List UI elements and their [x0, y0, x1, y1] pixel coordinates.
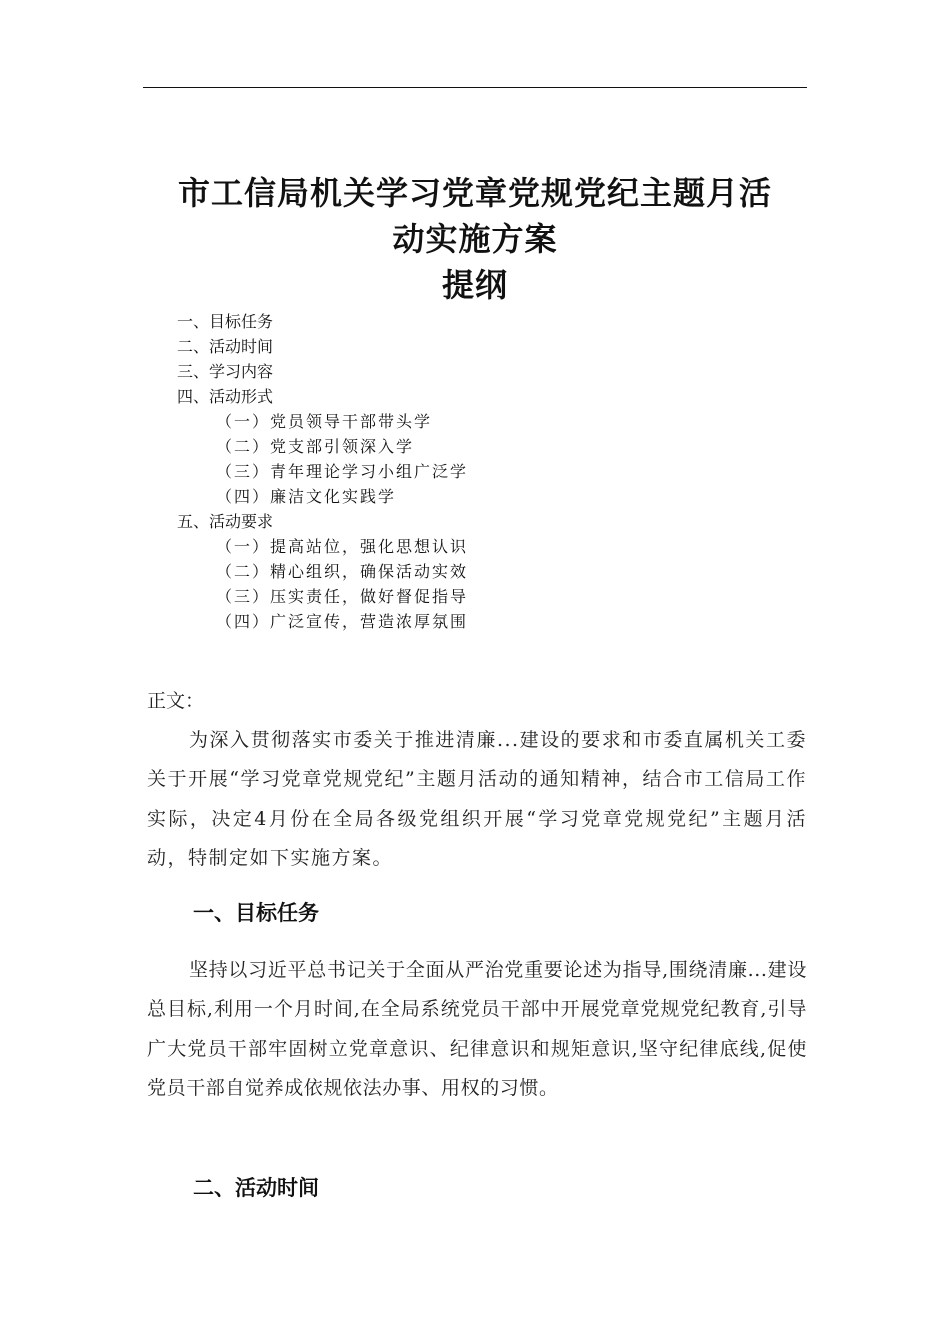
intro-paragraph: 为深入贯彻落实市委关于推进清廉...建设的要求和市委直属机关工委关于开展“学习党章党规党纪”主题月活动的通知精神，结合市工信局工作实际，决定4月份在全局各级党组织开展“学习党章党规党纪”主题月活动，特制定如下实施方案。 — [147, 729, 807, 869]
outline-subitem: （三）压实责任，做好督促指导 — [216, 587, 469, 606]
outline-subitem: （四）广泛宣传，营造浓厚氛围 — [216, 612, 469, 631]
doc-title-line-1: 市工信局机关学习党章党规党纪主题月活 — [177, 174, 772, 212]
section-1-paragraph: 坚持以习近平总书记关于全面从严治党重要论述为指导,围绕清廉...建设总目标,利用一个月时间,在全局系统党员干部中开展党章党规党纪教育,引导广大党员干部牢固树立党章意识、纪律意识和规矩意识,坚守纪律底线,促使党员干部自觉养成依规依法办事、用权的习惯。 — [147, 959, 807, 1099]
outline-item: 二、活动时间 — [177, 337, 274, 356]
outline-list — [177, 309, 468, 634]
outline-subitem: （一）提高站位，强化思想认识 — [216, 537, 469, 556]
outline-item: 三、学习内容 — [177, 362, 274, 381]
doc-subtitle: 提纲 — [441, 266, 508, 304]
outline-item: 四、活动形式 — [177, 387, 274, 406]
doc-title-line-2: 动实施方案 — [392, 220, 558, 258]
section-heading-1: 一、目标任务 — [193, 901, 319, 925]
outline-subitem: （二）精心组织，确保活动实效 — [216, 562, 469, 581]
outline-subitem: （四）廉洁文化实践学 — [216, 487, 397, 506]
outline-subitem: （二）党支部引领深入学 — [216, 437, 415, 456]
outline-subitem: （三）青年理论学习小组广泛学 — [216, 462, 469, 481]
outline-subitem: （一）党员领导干部带头学 — [216, 412, 433, 431]
header-rule — [143, 87, 807, 88]
outline-item: 五、活动要求 — [177, 512, 274, 531]
body-label: 正文： — [147, 690, 205, 712]
outline-item: 一、目标任务 — [177, 312, 274, 331]
section-heading-2: 二、活动时间 — [193, 1176, 319, 1200]
